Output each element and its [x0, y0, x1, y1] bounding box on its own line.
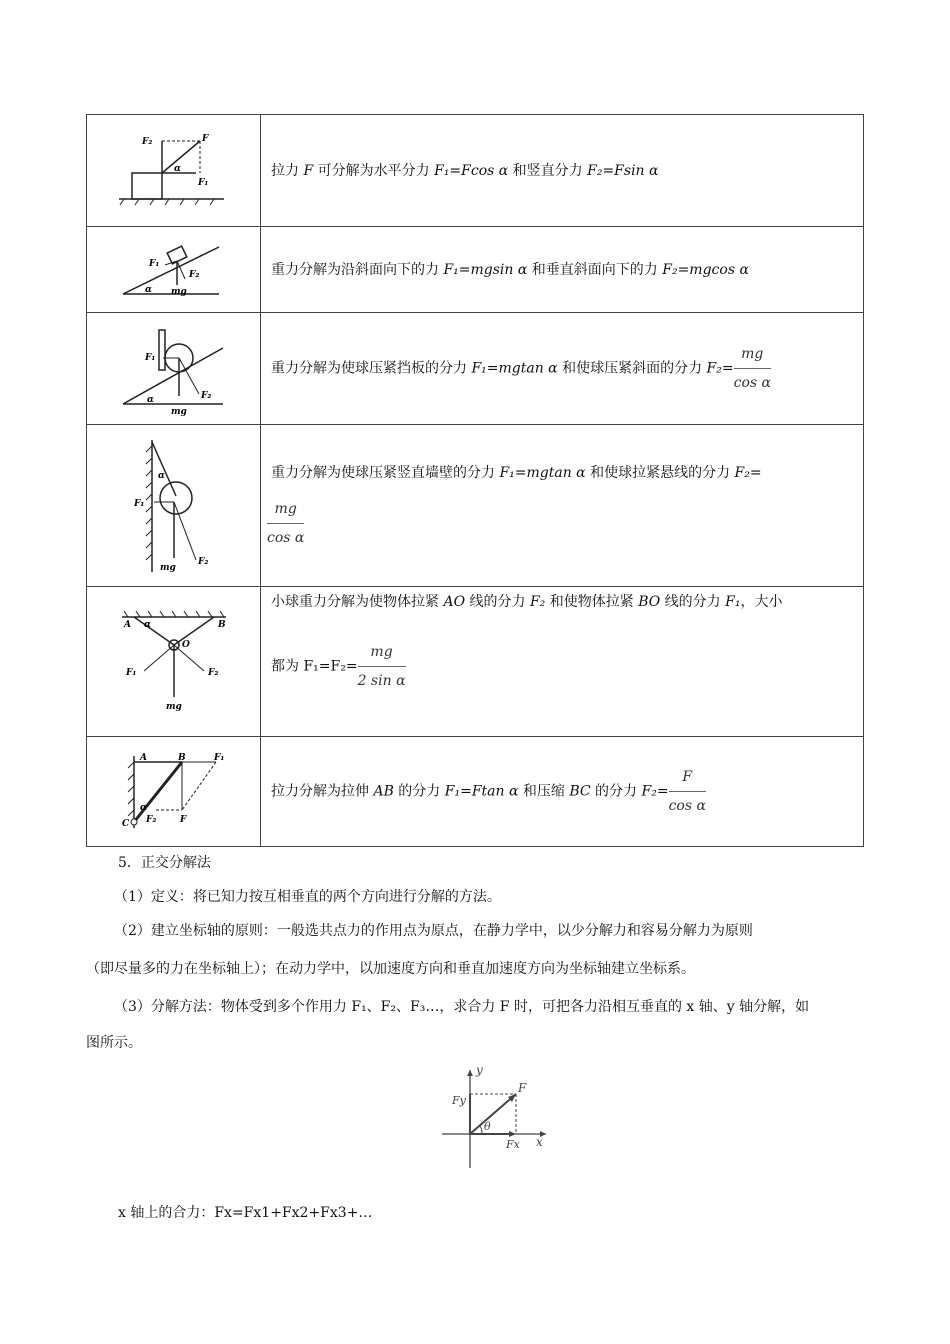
ball-baffle-incline-diagram — [119, 322, 229, 416]
fig5-label-O: O — [181, 639, 190, 650]
row6-part: 拉力分解为拉伸 — [271, 783, 374, 800]
paragraph-method-2: 图所示。 — [86, 1035, 142, 1051]
paragraph-principle-2: （即尽量多的力在坐标轴上）；在动力学中，以加速度方向和垂直加速度方向为坐标轴建立坐标系。 — [86, 961, 695, 977]
row5-part: BO — [638, 594, 661, 610]
fig6-label-C: C — [121, 818, 129, 829]
fig7-label-Fx: Fx — [506, 1138, 520, 1151]
row3-frac-num: mg — [734, 343, 771, 369]
fig1-label-F2: F₂ — [141, 136, 152, 147]
fig5-label-B: B — [217, 619, 226, 630]
row-text-2 — [261, 227, 864, 313]
row3-frac-den: cos α — [733, 375, 771, 391]
figure-cell-3 — [87, 313, 261, 425]
row4-fraction — [267, 498, 304, 549]
fig1-label-F: F — [201, 133, 208, 144]
row6-part: 的分力 — [393, 783, 445, 800]
row5-fraction — [358, 641, 406, 692]
row4-part: 和使球拉紧悬线的分力 — [585, 465, 735, 481]
orthogonal-decomposition-figure — [436, 1064, 556, 1172]
row-text-4 — [261, 425, 864, 587]
row2-formula-F2: F₂=mgcos α — [662, 261, 749, 278]
fig7-label-y: y — [476, 1064, 483, 1077]
row1-formula-F1: F₁=Fcos α — [434, 162, 509, 179]
row3-part: 和使球压紧斜面的分力 — [557, 360, 707, 377]
row1-formula-F2: F₂=Fsin α — [587, 162, 659, 179]
fig7-label-Fy: Fy — [452, 1094, 466, 1107]
row5-part: 线的分力 — [465, 594, 530, 610]
row6-part: BC — [569, 783, 591, 800]
paragraph-principle-1: （2）建立坐标轴的原则：一般选共点力的作用点为原点，在静力学中，以少分解力和容易分解力为原则 — [114, 923, 753, 939]
row4-formula-F1: F₁=mgtan α — [499, 465, 586, 481]
row4-frac-den: cos α — [267, 530, 305, 546]
fig7-label-F: F — [518, 1081, 527, 1095]
fig2-label-alpha: α — [144, 284, 152, 295]
fig3-label-F1: F₁ — [144, 352, 155, 363]
paragraph-definition: （1）定义：将已知力按互相垂直的两个方向进行分解的方法。 — [114, 889, 501, 905]
row5-part: AO — [443, 594, 466, 610]
x-axis-resultant-line: x 轴上的合力：Fx=Fx1+Fx2+Fx3+… — [118, 1205, 373, 1221]
row-text-1 — [261, 115, 864, 227]
fig2-label-mg: mg — [170, 286, 187, 297]
pull-force-diagram — [114, 131, 234, 211]
row3-formula-F2: F₂= — [706, 360, 734, 377]
row5-frac-num: mg — [358, 641, 406, 667]
fig6-label-F: F — [179, 814, 186, 825]
fig4-label-F2: F₂ — [197, 556, 208, 567]
row4-formula-F2: F₂= — [734, 465, 762, 481]
row4-part: 重力分解为使球压紧竖直墙壁的分力 — [271, 465, 500, 481]
row5-part: 和使物体拉紧 — [545, 594, 639, 610]
row2-part: 重力分解为沿斜面向下的力 — [271, 261, 444, 278]
rod-bracket-diagram — [116, 752, 232, 832]
row3-part: 重力分解为使球压紧挡板的分力 — [271, 360, 472, 377]
row5-part: 小球重力分解为使物体拉紧 — [271, 594, 444, 610]
fig4-label-F1: F₁ — [133, 498, 144, 509]
fig6-label-F2: F₂ — [145, 814, 156, 825]
figure-cell-5 — [87, 587, 261, 737]
fig6-label-F1: F₁ — [213, 752, 224, 763]
figure-cell-2 — [87, 227, 261, 313]
decomposition-table — [86, 114, 864, 847]
row2-formula-F1: F₁=mgsin α — [443, 261, 528, 278]
ball-wall-string-diagram — [124, 436, 224, 576]
fig6-label-B: B — [177, 752, 186, 763]
row3-fraction — [734, 343, 771, 394]
figure-cell-4 — [87, 425, 261, 587]
fig7-label-x: x — [536, 1135, 543, 1149]
fig2-label-F1: F₁ — [148, 258, 159, 269]
row5-part: F₂ — [529, 594, 546, 610]
ball-two-strings-diagram — [116, 607, 232, 717]
fig5-label-mg: mg — [165, 701, 182, 712]
row1-part: 拉力 — [271, 162, 304, 179]
figure-cell-6 — [87, 737, 261, 847]
fig6-label-A: A — [139, 752, 147, 763]
row-text-6 — [261, 737, 864, 847]
fig5-label-alpha: α — [143, 619, 151, 630]
fig2-label-F2: F₂ — [188, 269, 199, 280]
figure-cell-1 — [87, 115, 261, 227]
row6-part: AB — [373, 783, 394, 800]
row6-formula-F1: F₁=Ftan α — [444, 783, 519, 800]
row1-part: F — [303, 162, 314, 179]
fig4-label-alpha: α — [157, 470, 165, 481]
fig5-label-F1: F₁ — [125, 667, 136, 678]
row6-formula-F2: F₂= — [641, 783, 669, 800]
fig5-label-A: A — [123, 619, 131, 630]
row6-frac-den: cos α — [668, 798, 706, 814]
row6-part: 的分力 — [590, 783, 642, 800]
fig7-label-theta: θ — [484, 1120, 491, 1133]
row5-frac-den: 2 sin α — [357, 673, 406, 689]
fig1-label-alpha: α — [173, 163, 181, 174]
row5-part: ，大小 — [740, 594, 783, 610]
section-heading: 5．正交分解法 — [118, 855, 211, 871]
incline-block-diagram — [119, 239, 229, 301]
fig3-label-F2: F₂ — [200, 390, 211, 401]
row-text-5 — [261, 587, 864, 737]
row6-fraction — [669, 766, 706, 817]
row3-formula-F1: F₁=mgtan α — [471, 360, 558, 377]
row5-line2: 都为 F₁=F₂= — [271, 658, 358, 675]
fig5-label-F2: F₂ — [207, 667, 218, 678]
fig4-label-mg: mg — [159, 562, 176, 573]
paragraph-method-1: （3）分解方法：物体受到多个作用力 F₁、F₂、F₃…，求合力 F 时，可把各力沿相互垂直的 x 轴、y 轴分解，如 — [114, 999, 810, 1015]
row2-part: 和垂直斜面向下的力 — [527, 261, 663, 278]
row4-frac-num: mg — [267, 498, 304, 524]
row1-part: 和竖直分力 — [508, 162, 588, 179]
fig6-label-alpha: α — [139, 802, 147, 813]
fig3-label-mg: mg — [170, 406, 187, 416]
fig3-label-alpha: α — [146, 394, 154, 405]
fig1-label-F1: F₁ — [197, 177, 208, 188]
row-text-3 — [261, 313, 864, 425]
row1-part: 可分解为水平分力 — [313, 162, 435, 179]
row6-part: 和压缩 — [518, 783, 570, 800]
row6-frac-num: F — [669, 766, 706, 792]
row5-part: F₁ — [725, 594, 741, 610]
row5-part: 线的分力 — [660, 594, 726, 610]
